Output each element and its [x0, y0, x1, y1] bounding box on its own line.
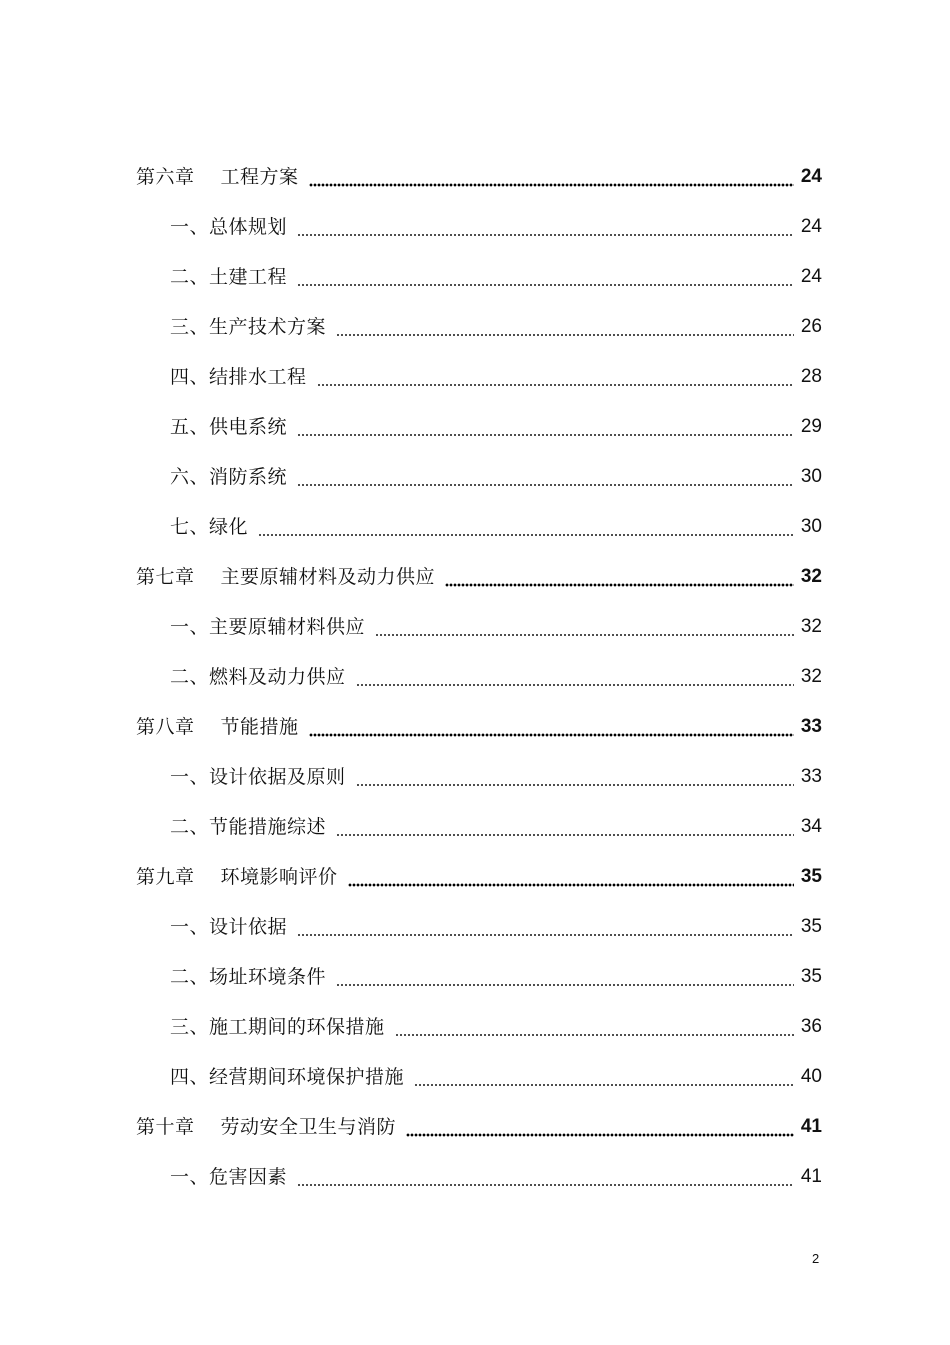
- toc-dot-leader: [297, 267, 794, 287]
- toc-page-number: 40: [800, 1066, 822, 1087]
- toc-entry-label: 三、施工期间的环保措施: [170, 1016, 385, 1038]
- toc-dot-leader: [445, 567, 794, 587]
- toc-page-number: 41: [800, 1166, 822, 1187]
- toc-dot-leader: [356, 767, 794, 787]
- toc-dot-leader: [395, 1017, 794, 1037]
- toc-dot-leader: [317, 367, 794, 387]
- toc-section-row[interactable]: [170, 1160, 822, 1190]
- toc-section-row[interactable]: [170, 760, 822, 790]
- toc-dot-leader: [309, 717, 794, 737]
- toc-dot-leader: [336, 967, 794, 987]
- toc-dot-leader: [258, 517, 794, 537]
- toc-page-number: 28: [800, 366, 822, 387]
- toc-entry-label: 二、场址环境条件: [170, 966, 327, 988]
- toc-dot-leader: [297, 217, 794, 237]
- toc-dot-leader: [297, 1167, 794, 1187]
- toc-entry-label: 第八章 节能措施: [136, 716, 299, 738]
- toc-dot-leader: [414, 1067, 794, 1087]
- toc-dot-leader: [297, 417, 794, 437]
- toc-entry-label: 一、危害因素: [170, 1166, 288, 1188]
- toc-dot-leader: [356, 667, 794, 687]
- toc-page-number: 41: [800, 1116, 822, 1137]
- toc-page-number: 29: [800, 416, 822, 437]
- toc-section-row[interactable]: [170, 310, 822, 340]
- toc-section-row[interactable]: [170, 1010, 822, 1040]
- toc-dot-leader: [336, 317, 794, 337]
- toc-page-number: 30: [800, 466, 822, 487]
- toc-entry-label: 一、设计依据: [170, 916, 288, 938]
- toc-entry-label: 七、绿化: [170, 516, 249, 538]
- toc-entry-label: 四、经营期间环境保护措施: [170, 1066, 405, 1088]
- toc-section-row[interactable]: [170, 810, 822, 840]
- toc-dot-leader: [336, 817, 794, 837]
- toc-entry-label: 四、结排水工程: [170, 366, 307, 388]
- toc-chapter-row[interactable]: [136, 160, 822, 190]
- toc-section-row[interactable]: [170, 210, 822, 240]
- page-number: 2: [812, 1251, 820, 1266]
- toc-section-row[interactable]: [170, 410, 822, 440]
- toc-entry-label: 第六章 工程方案: [136, 166, 299, 188]
- toc-dot-leader: [406, 1117, 794, 1137]
- toc-entry-label: 二、节能措施综述: [170, 816, 327, 838]
- toc-entry-label: 第十章 劳动安全卫生与消防: [136, 1116, 397, 1138]
- toc-entry-label: 一、设计依据及原则: [170, 766, 346, 788]
- toc-section-row[interactable]: [170, 910, 822, 940]
- toc-entry-label: 六、消防系统: [170, 466, 288, 488]
- toc-page-number: 32: [800, 566, 822, 587]
- toc-page-number: 34: [800, 816, 822, 837]
- toc-chapter-row[interactable]: [136, 710, 822, 740]
- toc-entry-label: 二、燃料及动力供应: [170, 666, 346, 688]
- toc-page-number: 33: [800, 716, 822, 737]
- toc-page-number: 32: [800, 666, 822, 687]
- toc-page-number: 24: [800, 166, 822, 187]
- toc-section-row[interactable]: [170, 610, 822, 640]
- toc-section-row[interactable]: [170, 1060, 822, 1090]
- toc-dot-leader: [348, 867, 794, 887]
- toc-section-row[interactable]: [170, 460, 822, 490]
- toc-page-number: 30: [800, 516, 822, 537]
- toc-entry-label: 一、总体规划: [170, 216, 288, 238]
- toc-entry-label: 五、供电系统: [170, 416, 288, 438]
- toc-dot-leader: [309, 167, 794, 187]
- toc-chapter-row[interactable]: [136, 560, 822, 590]
- toc-section-row[interactable]: [170, 260, 822, 290]
- toc-page-number: 35: [800, 866, 822, 887]
- toc-page-number: 26: [800, 316, 822, 337]
- toc-dot-leader: [375, 617, 794, 637]
- toc-entry-label: 三、生产技术方案: [170, 316, 327, 338]
- toc-chapter-row[interactable]: [136, 860, 822, 890]
- toc-dot-leader: [297, 467, 794, 487]
- toc-section-row[interactable]: [170, 960, 822, 990]
- toc-page-number: 33: [800, 766, 822, 787]
- toc-section-row[interactable]: [170, 660, 822, 690]
- toc-section-row[interactable]: [170, 360, 822, 390]
- toc-page-number: 36: [800, 1016, 822, 1037]
- toc-page-number: 35: [800, 966, 822, 987]
- toc-page-number: 32: [800, 616, 822, 637]
- toc-entry-label: 第九章 环境影响评价: [136, 866, 338, 888]
- toc-chapter-row[interactable]: [136, 1110, 822, 1140]
- toc-page-number: 24: [800, 216, 822, 237]
- toc-entry-label: 二、土建工程: [170, 266, 288, 288]
- toc-section-row[interactable]: [170, 510, 822, 540]
- toc-entry-label: 第七章 主要原辅材料及动力供应: [136, 566, 436, 588]
- toc-page-number: 35: [800, 916, 822, 937]
- toc-dot-leader: [297, 917, 794, 937]
- toc-entry-label: 一、主要原辅材料供应: [170, 616, 366, 638]
- toc-page-number: 24: [800, 266, 822, 287]
